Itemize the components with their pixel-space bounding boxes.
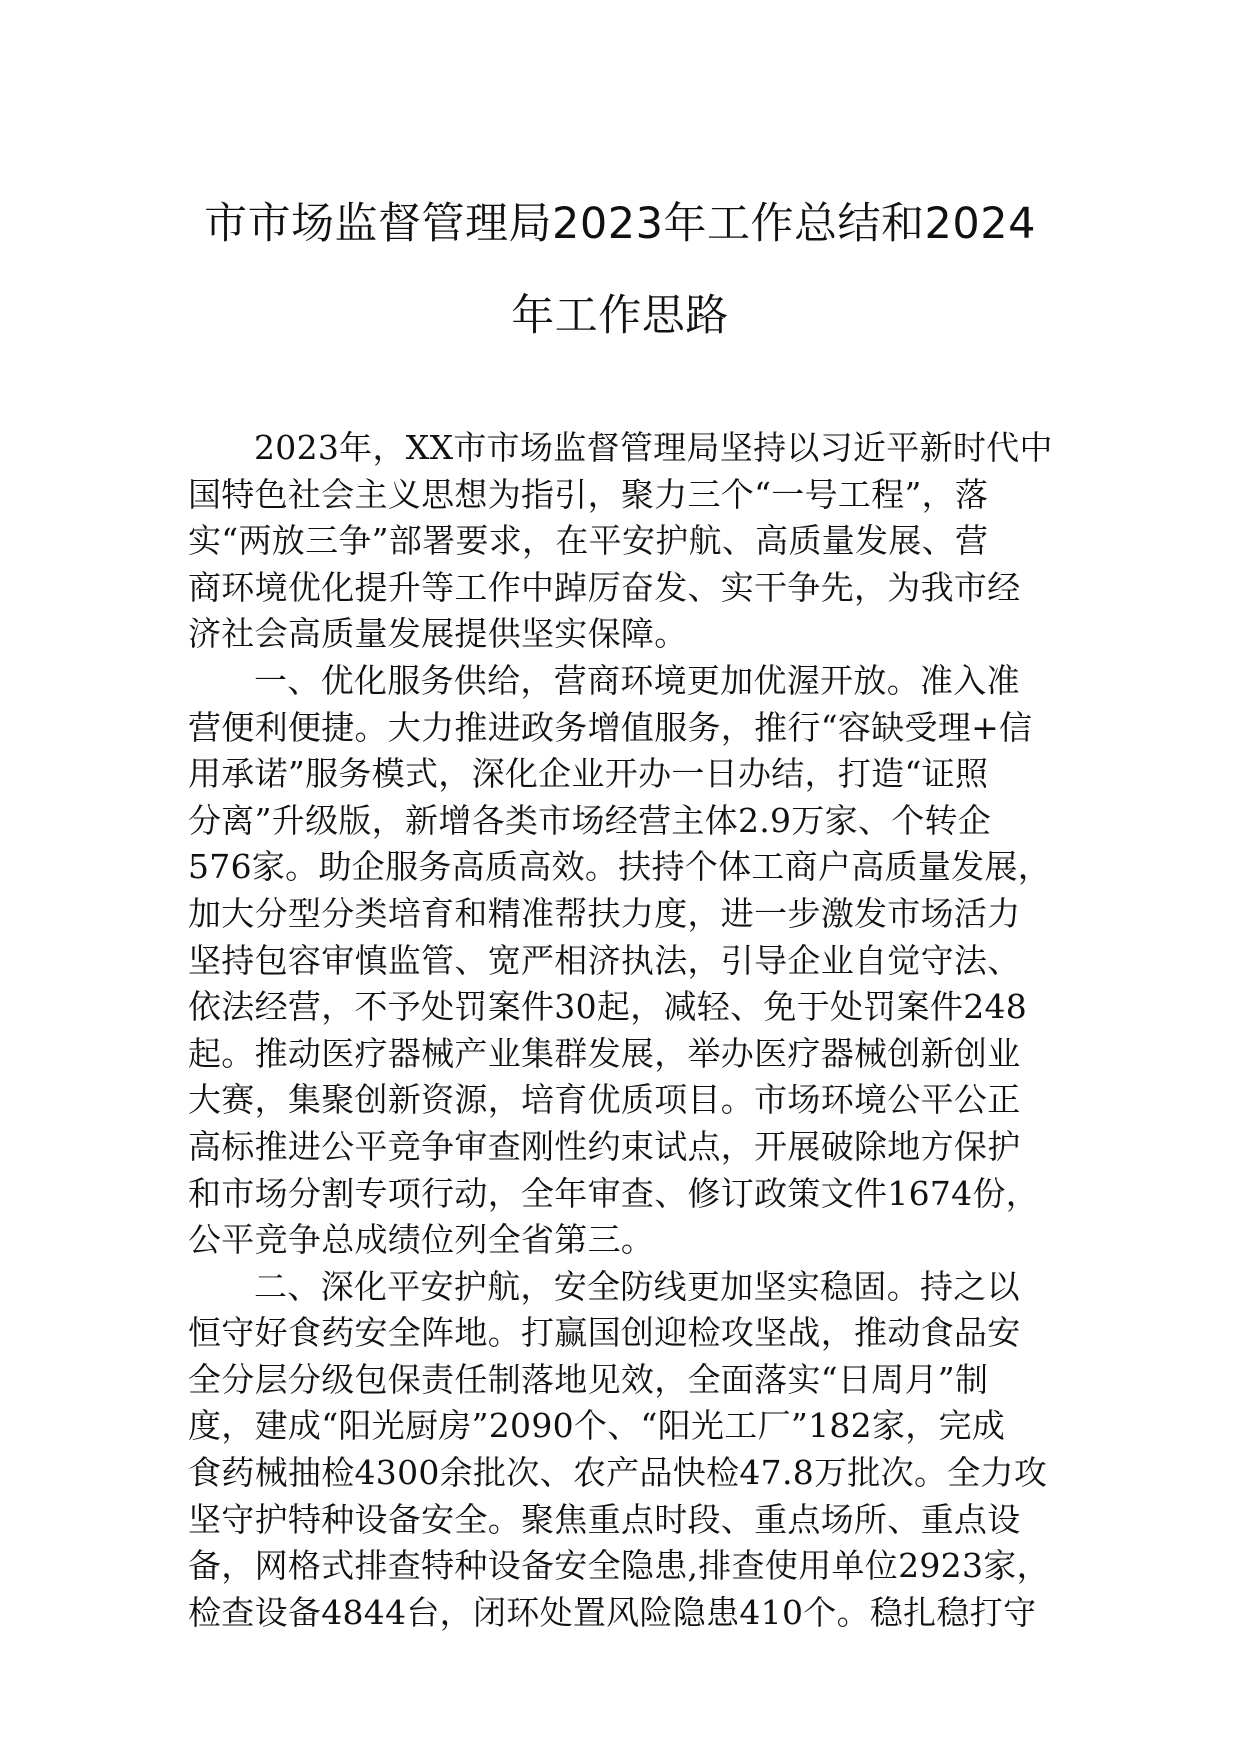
body-line: 坚守护特种设备安全。聚焦重点时段、重点场所、重点设 bbox=[188, 1499, 1021, 1539]
body-line: 576家。助企服务高质高效。扶持个体工商户高质量发展， bbox=[188, 847, 1052, 887]
body-line: 备，网格式排查特种设备安全隐患,排查使用单位2923家， bbox=[188, 1546, 1050, 1586]
body-line: 依法经营，不予处罚案件30起，减轻、免于处罚案件248 bbox=[188, 987, 1028, 1027]
body-line: 度，建成“阳光厨房”2090个、“阳光工厂”182家，完成 bbox=[188, 1406, 1006, 1446]
body-line: 和市场分割专项行动，全年审查、修订政策文件1674份， bbox=[188, 1173, 1040, 1213]
body-line: 营便利便捷。大力推进政务增值服务，推行“容缺受理+信 bbox=[188, 707, 1033, 747]
body-line: 国特色社会主义思想为指引，聚力三个“一号工程”，落 bbox=[188, 474, 989, 514]
section-heading-line: 一、优化服务供给，营商环境更加优渥开放。准入准 bbox=[254, 660, 1020, 700]
body-line: 恒守好食药安全阵地。打赢国创迎检攻坚战，推动食品安 bbox=[188, 1313, 1021, 1353]
body-line: 分离”升级版，新增各类市场经营主体2.9万家、个转企 bbox=[188, 800, 992, 840]
body-line: 食药械抽检4300余批次、农产品快检47.8万批次。全力攻 bbox=[188, 1453, 1048, 1493]
document-title bbox=[150, 178, 1090, 362]
body-line: 全分层分级包保责任制落地见效，全面落实“日周月”制 bbox=[188, 1359, 989, 1399]
body-line: 商环境优化提升等工作中踔厉奋发、实干争先，为我市经 bbox=[188, 567, 1021, 607]
body-line: 实“两放三争”部署要求，在平安护航、高质量发展、营 bbox=[188, 521, 989, 561]
title-line-1: 市市场监督管理局2023年工作总结和2024 bbox=[204, 199, 1036, 249]
body-line: 公平竞争总成绩位列全省第三。 bbox=[188, 1220, 655, 1260]
body-line: 大赛，集聚创新资源，培育优质项目。市场环境公平公正 bbox=[188, 1080, 1021, 1120]
body-line: 起。推动医疗器械产业集群发展，举办医疗器械创新创业 bbox=[188, 1033, 1021, 1073]
section-heading-line: 二、深化平安护航，安全防线更加坚实稳固。持之以 bbox=[254, 1266, 1020, 1306]
document-body bbox=[188, 425, 1058, 1636]
body-line: 2023年，XX市市场监督管理局坚持以习近平新时代中 bbox=[254, 428, 1053, 467]
body-line: 济社会高质量发展提供坚实保障。 bbox=[188, 614, 688, 654]
body-line: 用承诺”服务模式，深化企业开办一日办结，打造“证照 bbox=[188, 754, 989, 794]
body-line: 加大分型分类培育和精准帮扶力度，进一步激发市场活力 bbox=[188, 893, 1021, 933]
body-line: 高标推进公平竞争审查刚性约束试点，开展破除地方保护 bbox=[188, 1126, 1021, 1166]
body-line: 检查设备4844台，闭环处置风险隐患410个。稳扎稳打守 bbox=[188, 1592, 1037, 1632]
body-line: 坚持包容审慎监管、宽严相济执法，引导企业自觉守法、 bbox=[188, 940, 1021, 980]
title-line-2: 年工作思路 bbox=[511, 291, 729, 341]
